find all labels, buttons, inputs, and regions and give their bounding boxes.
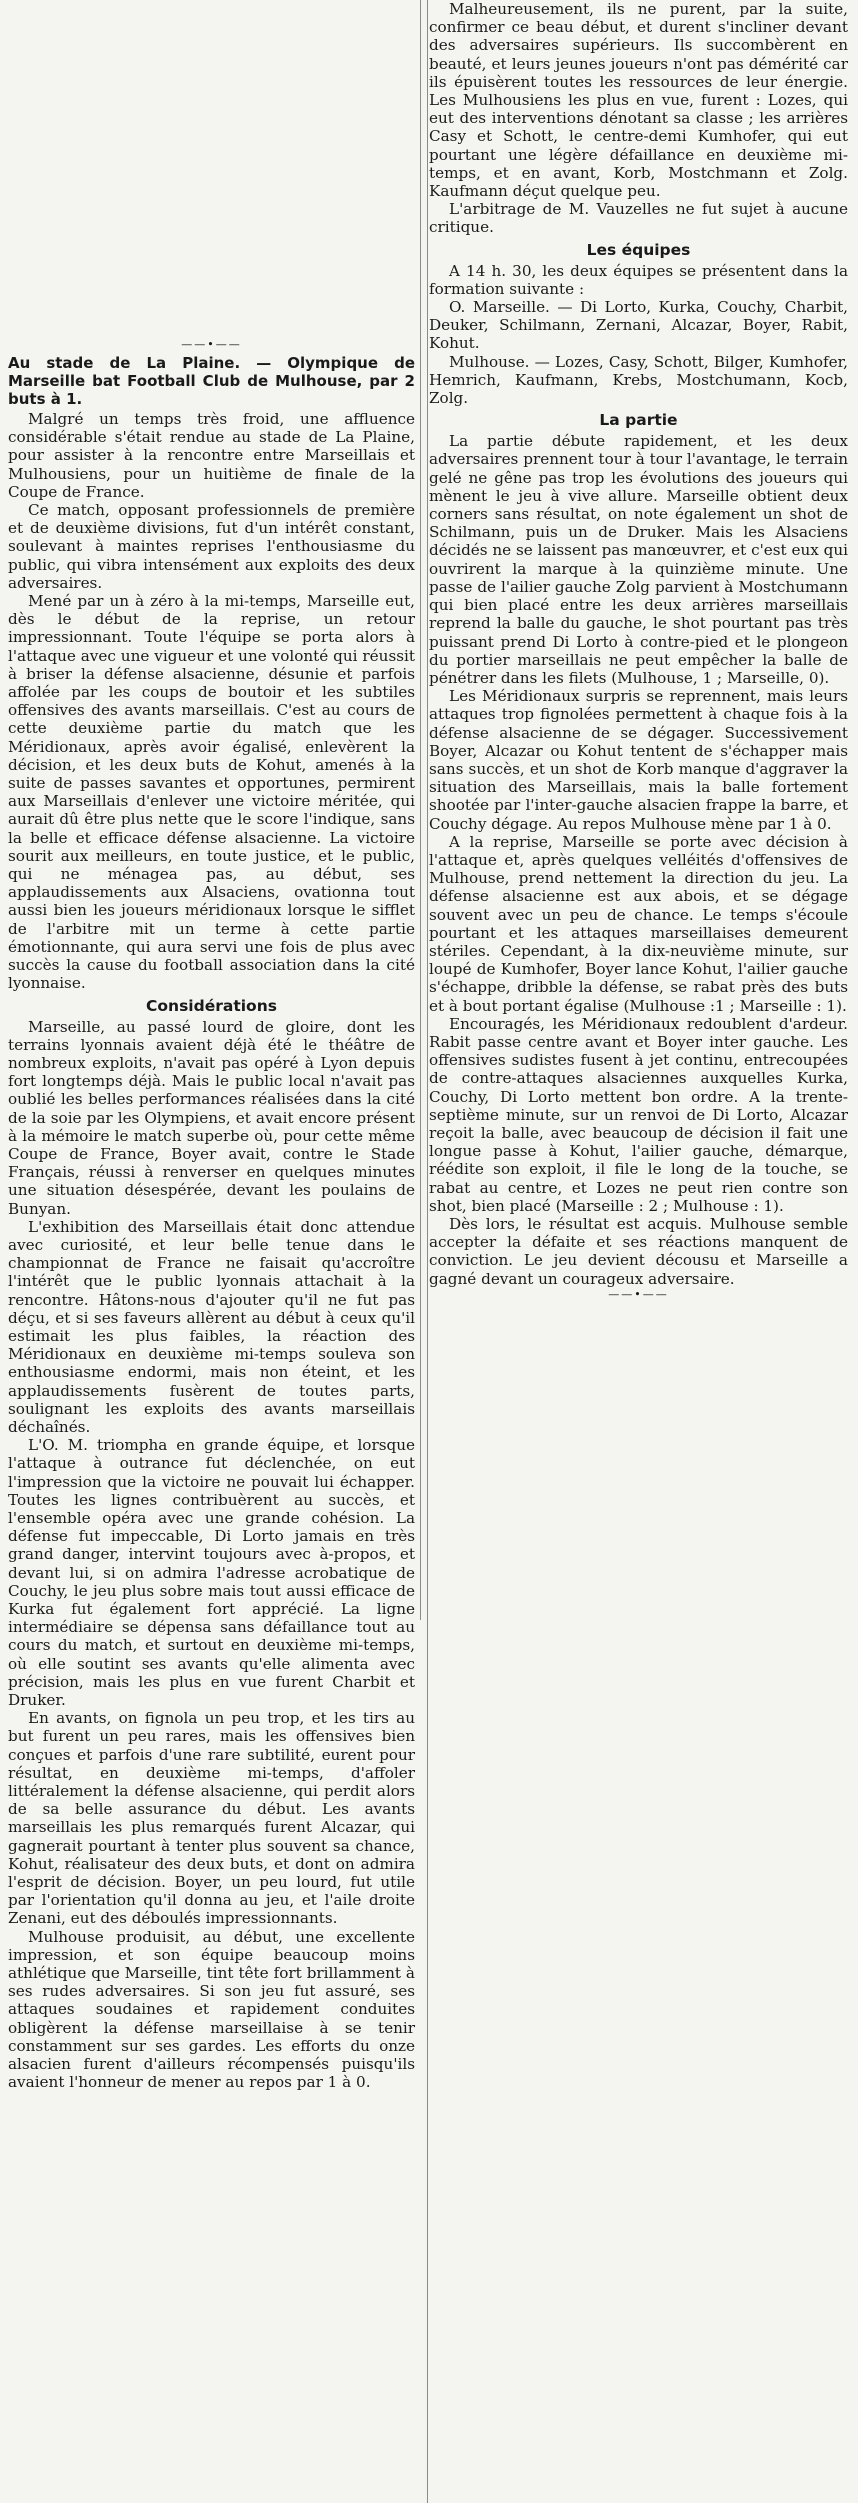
teams-paragraph-3: Mulhouse. — Lozes, Casy, Schott, Bilger, Kumhofer, Hemrich, Kaufmann, Krebs, Mostchumann, Kocb, Zolg. <box>429 352 848 408</box>
considerations-paragraph-6: Malheureusement, ils ne purent, par la suite, confirmer ce beau début, et durent s'incliner devant des adversaires supérieurs. Ils succombèrent en beauté, et leurs jeunes joueurs n'ont pas démérité car ils épuisèrent toutes les ressources de leur énergie. Les Mulhousiens les plus en vue, furent : Lozes, qui eut des interventions dénotant sa classe ; les arrières Casy et Schott, le centre-demi Kumhofer, qui eut pourtant une légère défaillance en deuxième mi-temps, et en avant, Korb, Mostchmann et Zolg. Kaufmann déçut quelque peu. <box>429 0 848 201</box>
section-title-teams: Les équipes <box>586 240 691 259</box>
match-paragraph-4: Encouragés, les Méridionaux redoublent d'ardeur. Rabit passe centre avant et Boyer inter gauche. Les offensives sudistes fusent à jet continu, entrecoupées de contre-attaques alsaciennes auxquelles Kurka, Couchy, Di Lorto mettent bon ordre. A la trente-septième minute, sur un renvoi de Di Lorto, Alcazar reçoit la balle, avec beaucoup de décision il fait une longue passe à Kohut, l'ailier gauche, démarque, réédite son exploit, il file le long de la touche, se rabat au centre, et Lozes ne peut rien contre son shot, bien placé (Marseille : 2 ; Mulhouse : 1). <box>429 1014 848 1215</box>
intro-paragraph-2: Ce match, opposant professionnels de première et de deuxième divisions, fut d'un intérêt constant, soulevant à maintes reprises l'enthousiasme du public, qui vibra intensément aux exploits des deux adversaires. <box>8 501 415 592</box>
match-paragraph-5: Dès lors, le résultat est acquis. Mulhouse semble accepter la défaite et ses réactions manquent de conviction. Le jeu devient décousu et Marseille a gagné devant un courageux adversaire. <box>429 1215 848 1288</box>
top-ornament: ——•—— <box>181 338 242 351</box>
intro-paragraph-1: Malgré un temps très froid, une affluence considérable s'était rendue au stade de La Plaine, pour assister à la rencontre entre Marseillais et Mulhousiens, pour un huitième de finale de la Coupe de France. <box>8 410 415 501</box>
teams-paragraph-1: A 14 h. 30, les deux équipes se présentent dans la formation suivante : <box>429 261 848 298</box>
section-title-considerations: Considérations <box>146 996 277 1015</box>
article-headline: Au stade de La Plaine. — Olympique de Marseille bat Football Club de Mulhouse, par 2 buts à 1. <box>8 354 415 408</box>
column-right <box>420 0 858 1620</box>
column-left <box>0 0 428 2503</box>
match-paragraph-3: A la reprise, Marseille se porte avec décision à l'attaque et, après quelques velléités d'offensives de Mulhouse, prend nettement la direction du jeu. La défense alsacienne est aux abois, et se dégage souvent avec un peu de chance. Le temps s'écoule pourtant et les attaques marseillaises demeurent stériles. Cependant, à la dix-neuvième minute, sur loupé de Kumhofer, Boyer lance Kohut, l'ailier gauche s'échappe, dribble la défense, se rabat près des buts et à bout portant égalise (Mulhouse :1 ; Marseille : 1). <box>429 832 848 1015</box>
considerations-paragraph-3: L'O. M. triompha en grande équipe, et lorsque l'attaque à outrance fut déclenchée, on eut l'impression que la victoire ne pouvait lui échapper. Toutes les lignes contribuèrent au succès, et l'ensemble opéra avec une grande cohésion. La défense fut impeccable, Di Lorto jamais en très grand danger, intervint toujours avec à-propos, et devant lui, si on admira l'adresse acrobatique de Couchy, le jeu plus sobre mais tout aussi efficace de Kurka fut également fort apprécié. La ligne intermédiaire se dépensa sans défaillance tout au cours du match, et surtout en deuxième mi-temps, où elle soutint ses avants qu'elle alimenta avec précision, mais les plus en vue furent Charbit et Druker. <box>8 1436 415 1710</box>
match-paragraph-2: Les Méridionaux surpris se reprennent, mais leurs attaques trop fignolées permettent à chaque fois à la défense alsacienne de se dégager. Successivement Boyer, Alcazar ou Kohut tentent de s'échapper mais sans succès, et un shot de Korb manque d'aggraver la situation des Marseillais, mais la balle fortement shootée par l'inter-gauche alsacien frappe la barre, et Couchy dégage. Au repos Mulhouse mène par 1 à 0. <box>429 687 848 833</box>
intro-paragraph-3: Mené par un à zéro à la mi-temps, Marseille eut, dès le début de la reprise, un retour impressionnant. Toute l'équipe se porta alors à l'attaque avec une vigueur et une volonté qui réussit à briser la défense alsacienne, désunie et parfois affolée par les coups de boutoir et les subtiles offensives des avants marseillais. C'est au cours de cette deuxième partie du match que les Méridionaux, après avoir égalisé, enlevèrent la décision, et les deux buts de Kohut, amenés à la suite de passes savantes et opportunes, permirent aux Marseillais d'enlever une victoire méritée, qui aurait dû être plus nette que le score l'indique, sans la belle et efficace défense alsacienne. La victoire sourit aux meilleurs, en toute justice, et le public, qui ne ménagea pas, au début, ses applaudissements aux Alsaciens, ovationna tout aussi bien les joueurs méridionaux lorsque le sifflet de l'arbitre mit un terme à cette partie émotionnante, qui aura servi une fois de plus avec succès la cause du football association dans la cité lyonnaise. <box>8 592 415 993</box>
considerations-paragraph-7: L'arbitrage de M. Vauzelles ne fut sujet à aucune critique. <box>429 200 848 237</box>
teams-paragraph-2: O. Marseille. — Di Lorto, Kurka, Couchy, Charbit, Deuker, Schilmann, Zernani, Alcazar, Boyer, Rabit, Kohut. <box>429 298 848 353</box>
end-ornament: ——•—— <box>608 1287 669 1301</box>
section-title-match: La partie <box>599 411 678 430</box>
considerations-paragraph-4: En avants, on fignola un peu trop, et les tirs au but furent un peu rares, mais les offensives bien conçues et parfois d'une rare subtilité, eurent pour résultat, en deuxième mi-temps, d'affoler littéralement la défense alsacienne, qui perdit alors de sa belle assurance du début. Les avants marseillais les plus remarqués furent Alcazar, qui gagnerait pourtant à tenter plus souvent sa chance, Kohut, réalisateur des deux buts, et dont on admira l'esprit de décision. Boyer, un peu lourd, fut utile par l'orientation qu'il donna au jeu, et l'aile droite Zenani, eut des déboulés impressionnants. <box>8 1709 415 1928</box>
considerations-paragraph-1: Marseille, au passé lourd de gloire, dont les terrains lyonnais avaient déjà été le théâtre de nombreux exploits, n'avait pas opéré à Lyon depuis fort longtemps déjà. Mais le public local n'avait pas oublié les belles performances réalisées dans la cité de la soie par les Olympiens, et avait encore présent à la mémoire le match superbe où, pour cette même Coupe de France, Boyer avait, contre le Stade Français, réussi à renverser en quelques minutes une situation désespérée, devant les poulains de Bunyan. <box>8 1017 415 1218</box>
considerations-paragraph-5-start: Mulhouse produisit, au début, une excellente impression, et son équipe beaucoup moins athlétique que Marseille, tint tête fort brillamment à ses rudes adversaires. Si son jeu fut assuré, ses attaques soudaines et rapidement conduites obligèrent la défense marseillaise à se tenir constamment sur ses gardes. Les efforts du onze alsacien furent d'ailleurs récompensés puisqu'ils avaient l'honneur de mener au repos par 1 à 0. <box>8 1927 415 2092</box>
match-paragraph-1: La partie débute rapidement, et les deux adversaires prennent tour à tour l'avantage, le terrain gelé ne gêne pas trop les évolutions des joueurs qui mènent le jeu à vive allure. Marseille obtient deux corners sans résultat, on note également un shot de Schilmann, puis un de Druker. Mais les Alsaciens décidés ne se laissent pas manœuvrer, et c'est eux qui ouvrirent la marque à la quinzième minute. Une passe de l'ailier gauche Zolg parvient à Mostchumann qui bien placé entre les deux arrières marseillais reprend la balle du gauche, le shot pourtant pas très puissant prend Di Lorto à contre-pied et le plongeon du portier marseillais ne peut empêcher la balle de pénétrer dans les filets (Mulhouse, 1 ; Marseille, 0). <box>429 432 849 687</box>
considerations-paragraph-2: L'exhibition des Marseillais était donc attendue avec curiosité, et leur belle tenue dans le championnat de France ne faisait qu'accroître l'intérêt que le public lyonnais attachait à la rencontre. Hâtons-nous d'ajouter qu'il ne fut pas déçu, et si ses faveurs allèrent au début à ceux qu'il estimait les plus faibles, la réaction des Méridionaux en deuxième mi-temps souleva son enthousiasme endormi, mais non éteint, et les applaudissements fusèrent de toutes parts, soulignant les exploits des avants marseillais déchaînés. <box>8 1217 415 1436</box>
